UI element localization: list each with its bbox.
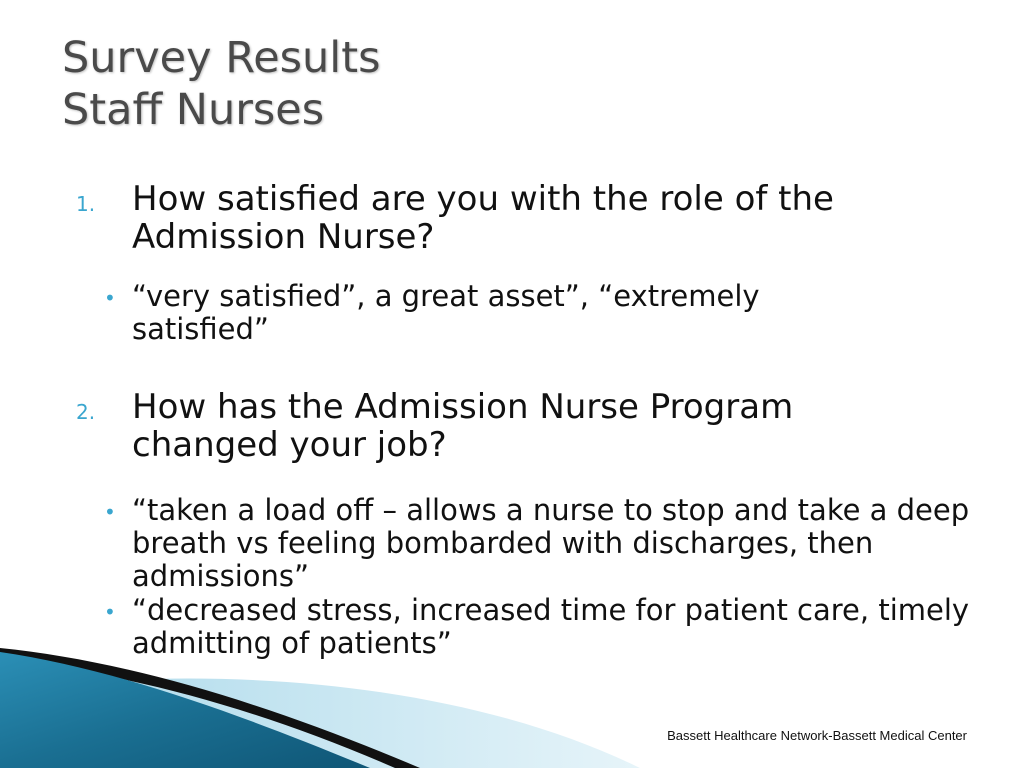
- answer-text: “decreased stress, increased time for patient care, timely admitting of patients”: [132, 593, 970, 660]
- answer-text: “taken a load off – allows a nurse to stop and take a deep breath vs feeling bombarded with discharges, then admissions”: [132, 493, 970, 593]
- question-text: How has the Admission Nurse Program changed your job?: [132, 387, 794, 465]
- title-line-2: Staff Nurses: [62, 85, 325, 135]
- answer-text: “very satisfied”, a great asset”, “extremely satisfied”: [132, 279, 760, 346]
- question-number: 1.: [76, 192, 96, 216]
- answer-bullet: •: [104, 600, 116, 624]
- question-number: 2.: [76, 400, 96, 424]
- footer-text: Bassett Healthcare Network-Bassett Medical Center: [667, 728, 967, 743]
- title-line-1: Survey Results: [62, 33, 381, 83]
- question-text: How satisfied are you with the role of the Admission Nurse?: [132, 179, 834, 257]
- answer-bullet: •: [104, 286, 116, 310]
- answer-bullet: •: [104, 500, 116, 524]
